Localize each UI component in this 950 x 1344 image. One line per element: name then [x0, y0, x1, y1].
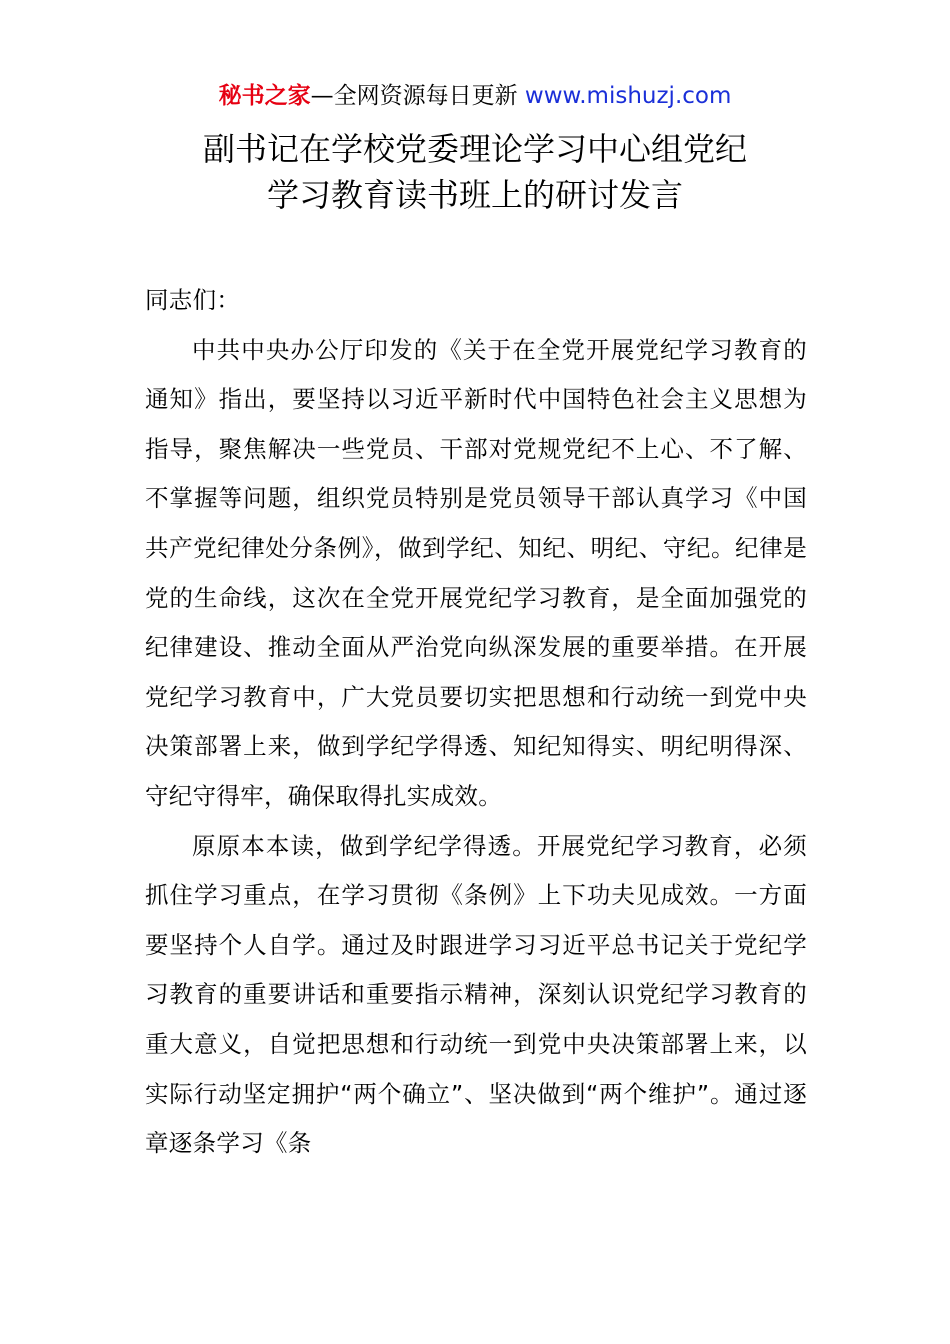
site-header	[0, 80, 950, 112]
document-body	[145, 276, 807, 1169]
title-line-1: 副书记在学校党委理论学习中心组党纪	[202, 130, 747, 168]
title-line-2: 学习教育读书班上的研讨发言	[266, 176, 683, 214]
site-url-link[interactable]: www.mishuzj.com	[524, 83, 732, 109]
paragraph-1: 中共中央办公厅印发的《关于在全党开展党纪学习教育的通知》指出，要坚持以习近平新时代中国特色社会主义思想为指导，聚焦解决一些党员、干部对党规党纪不上心、不了解、不掌握等问题，组织党员特别是党员领导干部认真学习《中国共产党纪律处分条例》，做到学纪、知纪、明纪、守纪。纪律是党的生命线，这次在全党开展党纪学习教育，是全面加强党的纪律建设、推动全面从严治党向纵深发展的重要举措。在开展党纪学习教育中，广大党员要切实把思想和行动统一到党中央决策部署上来，做到学纪学得透、知纪知得实、明纪明得深、守纪守得牢，确保取得扎实成效。	[145, 335, 807, 810]
paragraph-2: 原原本本读，做到学纪学得透。开展党纪学习教育，必须抓住学习重点，在学习贯彻《条例》上下功夫见成效。一方面要坚持个人自学。通过及时跟进学习习近平总书记关于党纪学习教育的重要讲话和重要指示精神，深刻认识党纪学习教育的重大意义，自觉把思想和行动统一到党中央决策部署上来，以实际行动坚定拥护“两个确立”、坚决做到“两个维护”。通过逐章逐条学习《条	[145, 831, 807, 1158]
site-brand: 秘书之家	[218, 83, 311, 109]
salutation: 同志们：	[145, 286, 241, 314]
document-title	[0, 126, 950, 218]
site-tagline: —全网资源每日更新	[310, 83, 518, 109]
